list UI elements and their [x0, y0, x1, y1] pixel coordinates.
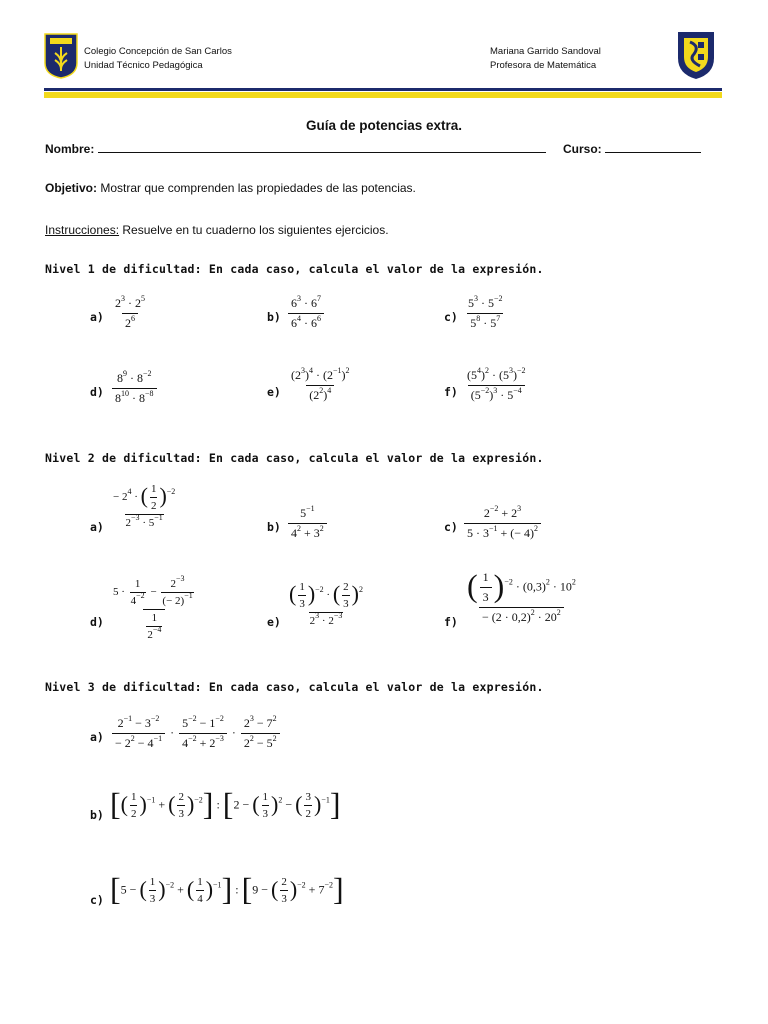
n1-exercise-d: $\frac{8^9 \cdot 8^{-2}}{8^{10} \cdot 8^{-8}}$	[110, 371, 159, 406]
n2-label-f: f)	[444, 615, 458, 629]
school-logo	[44, 33, 78, 79]
page-title: Guía de potencias extra.	[305, 118, 463, 133]
n2-exercise-a: − $2^4$ · ( $\frac{1}{2}$ )$^{-2}$ $2^{-3} \cdot 5^{-1}$	[113, 483, 176, 529]
n3-exercise-b: [( $\frac{1}{2}$ )$^{-1}$ + ( $\frac{2}{3}$ )$^{-2}$] : [2 − ( $\frac{1}{3}$ )$^2$ − ( $\frac{3}{2}$ )$^{-1}$]	[110, 785, 341, 822]
level-3-heading: Nivel 3 de dificultad: En cada caso, calcula el valor de la expresión.	[45, 680, 544, 694]
n1-label-b: b)	[267, 310, 281, 324]
teacher-info	[490, 45, 601, 73]
header-rule-yellow	[44, 92, 722, 98]
n1-label-d: d)	[90, 385, 104, 399]
level-1-heading: Nivel 1 de dificultad: En cada caso, calcula el valor de la expresión.	[45, 262, 544, 276]
course-line	[563, 142, 701, 156]
n2-exercise-f: ( $\frac{1}{3}$ )$^{-2} \cdot (0,3)^2 \cdot 10^2$ − $(2 \cdot 0,2)^2 \cdot 20^2$	[467, 567, 576, 624]
teacher-name: Mariana Garrido Sandoval	[490, 46, 601, 57]
teacher-role: Profesora de Matemática	[490, 60, 597, 71]
n1-exercise-f: $\frac{(5^4)^2 \cdot (5^3)^{-2}}{(5^{-2})^3 \cdot 5^{-4}}$	[467, 366, 526, 402]
course-label: Curso:	[563, 142, 602, 156]
n3-label-b: b)	[90, 808, 104, 822]
n1-exercise-b: $\frac{6^3 \cdot 6^7}{6^4 \cdot 6^6}$	[286, 296, 326, 331]
n2-exercise-e: ( $\frac{1}{3}$ )$^{-2}$ · ( $\frac{2}{3}$ )$^2$ $2^3 \cdot 2^{-3}$	[289, 581, 363, 627]
n2-label-a: a)	[90, 520, 104, 534]
n2-label-e: e)	[267, 615, 281, 629]
n1-label-e: e)	[267, 385, 281, 399]
school-name: Colegio Concepción de San Carlos	[84, 46, 232, 57]
n1-exercise-a: $\frac{2^3 \cdot 2^5}{2^6}$	[115, 294, 145, 330]
n3-exercise-a: $\frac{2^{-1} - 3^{-2}}{- 2^2 - 4^{-1}}$ · $\frac{5^{-2} - 1^{-2}}{4^{-2} + 2^{-3}}$ · $\frac{2^3 - 7^2}{2^2 - 5^2}$	[110, 716, 282, 751]
name-blank[interactable]	[98, 142, 546, 153]
instructions-line	[45, 223, 389, 237]
n2-label-d: d)	[90, 615, 104, 629]
n2-label-b: b)	[267, 520, 281, 534]
name-label: Nombre:	[45, 142, 95, 156]
n2-label-c: c)	[444, 520, 458, 534]
n1-label-f: f)	[444, 385, 458, 399]
objective-label: Objetivo:	[45, 181, 98, 195]
n2-exercise-d: 5 · $\frac{1}{4^{-2}}$ − $\frac{2^{-3}}{(- 2)^{-1}}$ $\frac{1}{2^{-4}}$	[113, 574, 193, 641]
objective-line	[45, 181, 416, 195]
name-line	[45, 142, 546, 156]
instructions-text: Resuelve en tu cuaderno los siguientes ejercicios.	[122, 223, 389, 237]
level-2-heading: Nivel 2 de dificultad: En cada caso, calcula el valor de la expresión.	[45, 451, 544, 465]
school-info	[84, 45, 232, 73]
objective-text: Mostrar que comprenden las propiedades de las potencias.	[100, 181, 416, 195]
course-blank[interactable]	[605, 142, 701, 153]
school-unit: Unidad Técnico Pedagógica	[84, 60, 203, 71]
n3-label-a: a)	[90, 730, 104, 744]
instructions-label: Instrucciones:	[45, 223, 120, 237]
n2-exercise-b: $\frac{5^{-1}}{4^2 + 3^2}$	[286, 506, 329, 541]
n2-exercise-c: $\frac{2^{-2} + 2^3}{5 \cdot 3^{-1} + (- 4)^2}$	[462, 506, 543, 541]
n3-label-c: c)	[90, 893, 104, 907]
n3-exercise-c: [5 − ( $\frac{1}{3}$ )$^{-2}$ + ( $\frac{1}{4}$ )$^{-1}$] : [9 − ( $\frac{2}{3}$ )$^{-2} + 7^{-2}$]	[110, 870, 344, 907]
n1-exercise-c: $\frac{5^3 \cdot 5^{-2}}{5^8 \cdot 5^7}$	[468, 294, 503, 330]
n1-exercise-e: $\frac{(2^3)^4 \cdot (2^{-1})^2}{(2^2)^4}$	[291, 366, 350, 402]
n1-label-a: a)	[90, 310, 104, 324]
header-rule-blue	[44, 88, 722, 91]
crest-icon	[676, 30, 716, 80]
n1-label-c: c)	[444, 310, 458, 324]
